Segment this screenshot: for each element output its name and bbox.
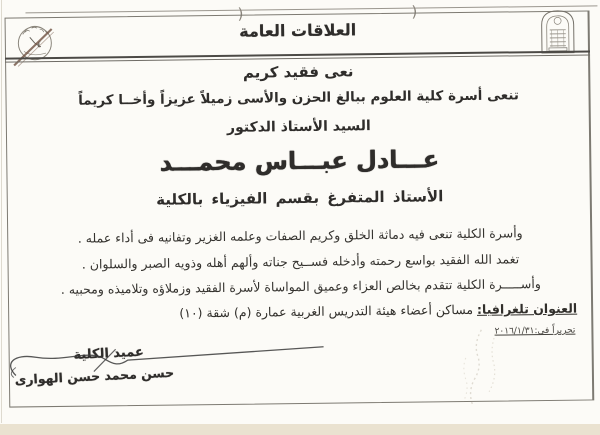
signature-title: عميد الكلية xyxy=(73,344,145,363)
body-line: وأسرة الكلية تنعى فيه دماثة الخلق وكريم الصفات وعلمه الغزير وتفانيه فى أداء عمله . xyxy=(77,225,523,246)
department-header: العلاقات العامة xyxy=(239,20,357,41)
signature-name: حسن محمد حسن الهوارى xyxy=(14,364,175,388)
body-line: تغمد الله الفقيد بواسع رحمته وأدخله فســيح جناته وألهم أهله وذويه الصبر والسلوان . xyxy=(81,250,520,272)
address-label: العنوان تلغرافيا: xyxy=(476,300,578,317)
faint-stamp-residue xyxy=(441,327,512,428)
obituary-intro-line: تنعى أسرة كلية العلوم ببالغ الحزن والأسى زميلاً عزيزاً وأخــا كريماً xyxy=(78,87,519,109)
deceased-title: الأستاذ المتفرغ بقسم الفيزياء بالكلية xyxy=(156,187,444,209)
honorific-line: السيد الأستاذ الدكتور xyxy=(226,118,371,136)
address-value: مساكن أعضاء هيئة التدريس الغربية عمارة (م) شقة (١٠) xyxy=(179,301,478,321)
deceased-name: عـــادل عبـــاس محمـــد xyxy=(159,145,440,177)
obituary-announcement-title: نعى فقيد كريم xyxy=(242,62,354,82)
paper-curl-decoration: ) xyxy=(237,4,244,23)
body-line: وأســـــرة الكلية تتقدم بخالص العزاء وعميق المواساة لأسرة الفقيد وزملاؤه وتلاميذه ومحبيه . xyxy=(60,276,541,297)
paper-curl-decoration: ) xyxy=(411,2,418,21)
svg-text:٤: ٤ xyxy=(36,40,42,51)
issue-date-note: تحريراً فى:٢٠١٦/١/٣١ xyxy=(494,325,576,337)
obituary-body xyxy=(30,220,571,303)
